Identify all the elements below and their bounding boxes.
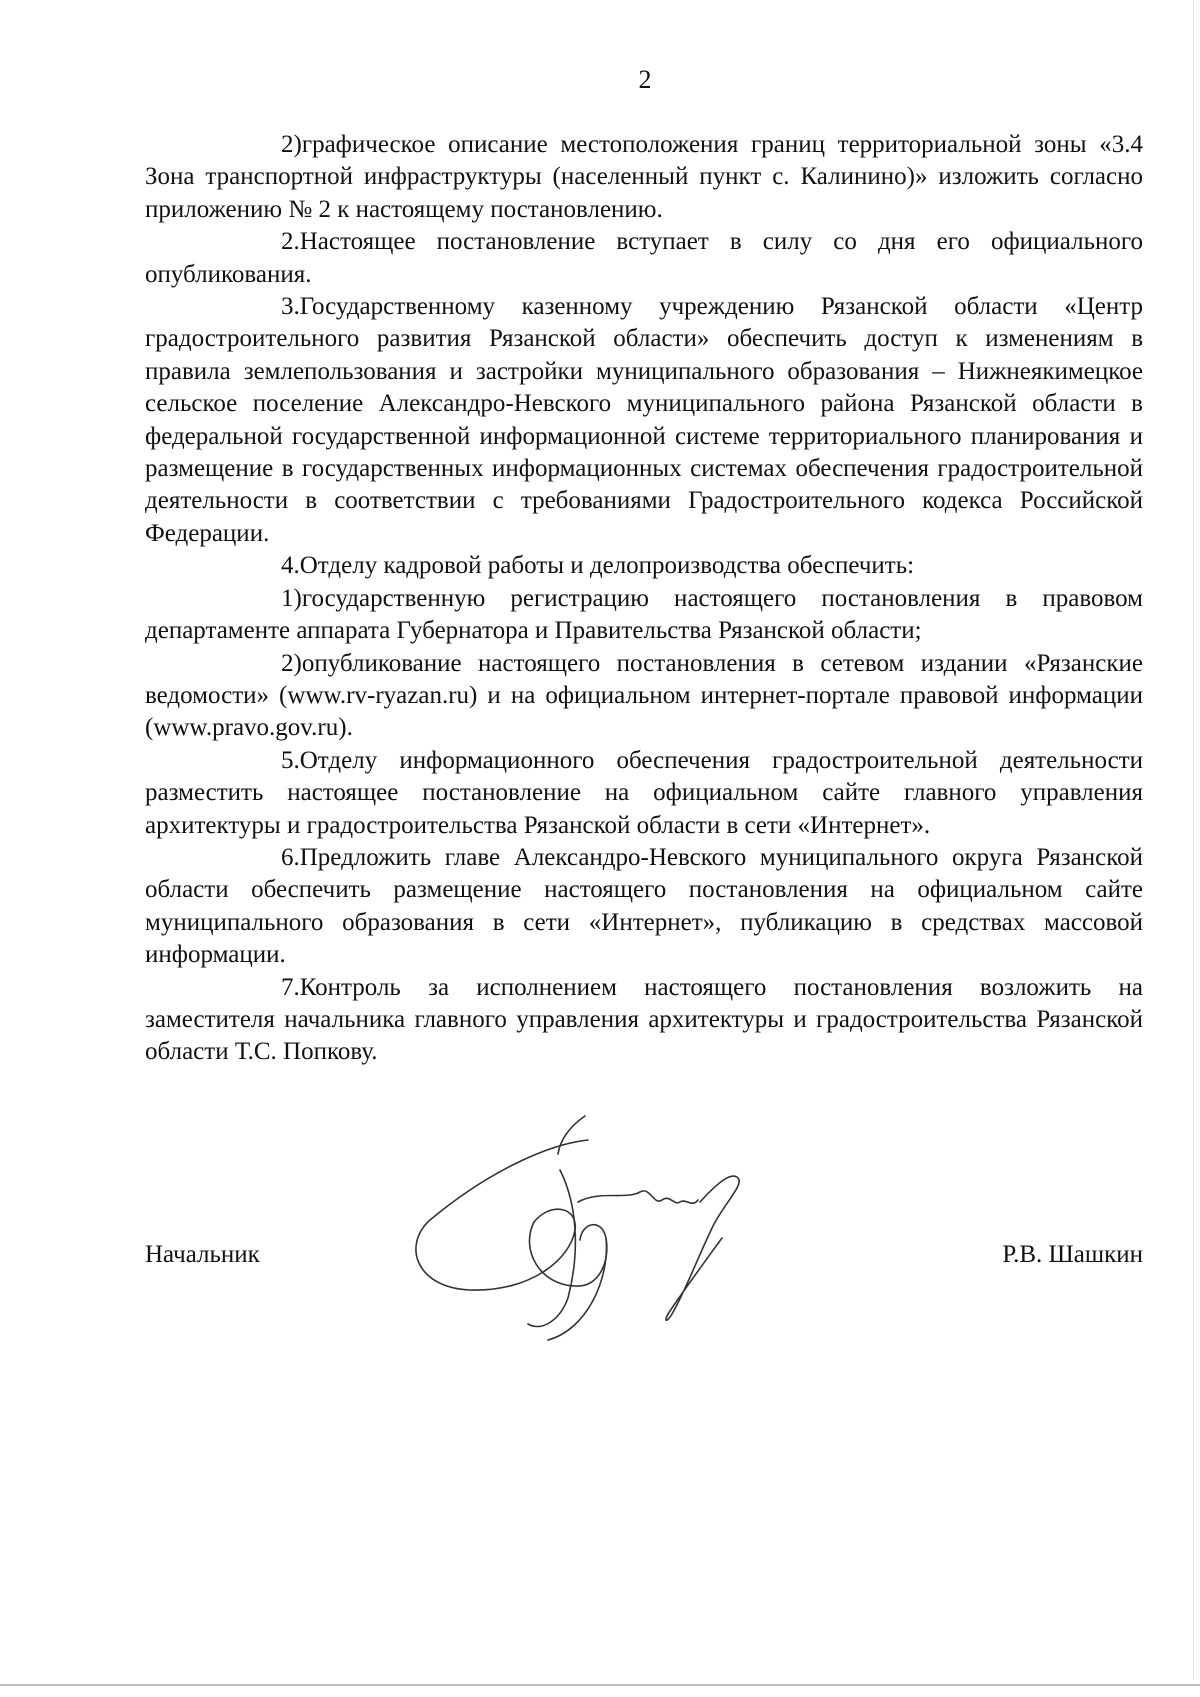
paragraph-number: 7. xyxy=(281,973,300,1001)
paragraph-3 xyxy=(145,291,1143,550)
signer-name: Р.В. Шашкин xyxy=(1002,1241,1143,1268)
paragraph-text: Отделу информационного обеспечения градостроительной деятельности разместить настоящее постановление на официальном сайте главного управления архитектуры и градостроительства Рязанской области в сети «Интернет». xyxy=(145,746,1143,839)
paragraph-4-2 xyxy=(145,648,1143,745)
paragraph-number: 2. xyxy=(281,228,300,256)
paragraph-number: 3. xyxy=(281,293,300,321)
paragraph-text: Отделу кадровой работы и делопроизводства обеспечить: xyxy=(299,552,915,580)
paragraph-text: Государственному казенному учреждению Рязанской области «Центр градостроительного развития Рязанской области» обеспечить доступ к изменениям в правила землепользования и застройки муниципального образования – Нижнеякимецкое сельское поселение Александро-Невского муниципального района Рязанской области в федеральной государственной информационной системе территориального планирования и размещение в государственных информационных системах обеспечения градостроительной деятельности в соответствии с требованиями Градостроительного кодекса Российской Федерации. xyxy=(145,293,1143,547)
paragraph-text: Настоящее постановление вступает в силу со дня его официального опубликования. xyxy=(145,228,1143,288)
signature-block xyxy=(145,1239,1143,1273)
page-number: 2 xyxy=(638,65,652,94)
paragraph-6 xyxy=(145,842,1143,972)
handwritten-signature xyxy=(410,1110,800,1350)
document-body xyxy=(145,129,1143,1069)
paragraph-text: государственную регистрацию настоящего постановления в правовом департаменте аппарата Губернатора и Правительства Рязанской области; xyxy=(145,584,1143,645)
paragraph-4 xyxy=(145,550,1143,582)
paragraph-text: графическое описание местоположения границ территориальной зоны «3.4 Зона транспортной инфраструктуры (населенный пункт с. Калинино)» изложить согласно приложению № 2 к настоящему постановлению. xyxy=(145,131,1143,223)
paragraph-1-2 xyxy=(145,129,1143,226)
paragraph-number: 2) xyxy=(281,649,302,677)
paragraph-4-1 xyxy=(145,583,1143,648)
paragraph-number: 6. xyxy=(281,843,300,871)
paragraph-number: 5. xyxy=(281,746,300,774)
paragraph-text: Контроль за исполнением настоящего постановления возложить на заместителя начальника главного управления архитектуры и градостроительства Рязанской области Т.С. Попкову. xyxy=(145,973,1143,1066)
page-bottom-edge xyxy=(0,1684,1200,1686)
page-edge xyxy=(1193,0,1194,1680)
paragraph-7 xyxy=(145,972,1143,1069)
paragraph-2 xyxy=(145,226,1143,291)
paragraph-number: 2) xyxy=(281,131,302,158)
paragraph-5 xyxy=(145,745,1143,842)
signer-position: Начальник xyxy=(145,1241,260,1268)
paragraph-number: 1) xyxy=(281,584,302,612)
paragraph-text: опубликование настоящего постановления в сетевом издании «Рязанские ведомости» (www.rv-ryazan.ru) и на официальном интернет-портале правовой информации (www.pravo.gov.ru). xyxy=(145,649,1143,742)
paragraph-number: 4. xyxy=(281,552,300,580)
paragraph-text: Предложить главе Александро-Невского муниципального округа Рязанской области обеспечить размещение настоящего постановления на официальном сайте муниципального образования в сети «Интернет», публикацию в средствах массовой информации. xyxy=(145,843,1143,969)
